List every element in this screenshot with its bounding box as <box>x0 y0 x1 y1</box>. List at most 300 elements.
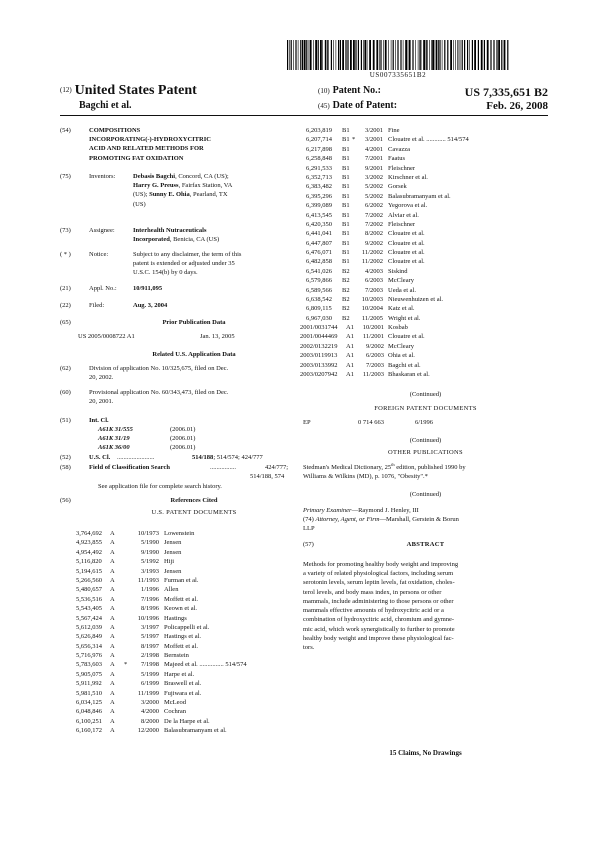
us-application-list <box>300 323 550 379</box>
assignee-name: Interhealth Nutraceuticals <box>133 227 207 234</box>
citation-number: 5,543,405 <box>76 605 102 613</box>
barcode-bar <box>364 40 366 70</box>
barcode-bar <box>460 40 461 70</box>
citation-number: 6,160,172 <box>76 727 102 735</box>
us-patent-list-left <box>76 529 306 736</box>
citation-name: Furman et al. <box>164 576 199 584</box>
citation-number: 6,258,848 <box>306 155 332 163</box>
barcode-bar <box>293 40 294 70</box>
barcode-bar <box>436 40 437 70</box>
barcode-bar <box>350 40 352 70</box>
citation-name: Alviar et al. <box>388 211 419 219</box>
citation-name: Cochran <box>164 708 187 716</box>
citation-number: 6,482,858 <box>306 258 332 266</box>
barcode-bar <box>361 40 362 70</box>
citation-kind: B1 <box>342 145 350 153</box>
citation-name: De la Harpe et al. <box>164 717 210 725</box>
int-cl-label: Int. Cl. <box>89 417 109 424</box>
barcode-bar <box>345 40 346 70</box>
citation-number: 4,923,855 <box>76 539 102 547</box>
citation-kind: B1 <box>342 211 350 219</box>
citation-number: 5,536,516 <box>76 595 102 603</box>
citation-name: Clouatre et al. <box>388 258 425 266</box>
barcode-bar <box>419 40 420 70</box>
patent-citation-row <box>76 529 306 538</box>
citation-kind: A1 <box>346 342 354 350</box>
citation-kind: A <box>110 699 115 707</box>
citation-name: Yegorova et al. <box>388 202 428 210</box>
appl-label: Appl. No.: <box>89 285 117 292</box>
barcode-bar <box>493 40 494 70</box>
citation-number: 2003/0207942 <box>300 370 338 378</box>
field-search-dots: ................ <box>210 464 236 471</box>
citation-name: Ohia et al. <box>388 352 415 360</box>
notice-value <box>133 250 303 278</box>
us-cl-dots: ....................... <box>117 454 155 461</box>
citation-name: McCleary <box>388 342 414 350</box>
title-line: COMPOSITIONS <box>89 127 141 134</box>
barcode-bar <box>464 40 465 70</box>
us-cl-rest: ; 514/574; 424/777 <box>213 454 263 461</box>
barcode-bar <box>318 40 319 70</box>
us-cl-main: 514/188 <box>192 454 214 461</box>
barcode-bar <box>435 40 436 70</box>
citation-date: 8/1997 <box>140 642 159 650</box>
citation-number: 2003/0119913 <box>300 352 338 360</box>
barcode-bar <box>348 40 349 70</box>
citation-date: 4/2003 <box>364 267 383 275</box>
other-pub-line: edition, published 1990 by <box>394 464 466 472</box>
patent-citation-row <box>76 670 306 679</box>
citation-star: * <box>124 661 128 669</box>
citation-number: 6,217,898 <box>306 145 332 153</box>
citation-name: Kirschner et al. <box>388 173 428 181</box>
citation-name: Hiji <box>164 558 175 566</box>
int-cl-code: A61K 31/555 <box>98 426 133 433</box>
barcode-bar <box>289 40 290 70</box>
citation-date: 5/2002 <box>364 183 383 191</box>
invention-title <box>89 126 289 163</box>
citation-kind: A <box>110 576 115 584</box>
citation-number: 5,194,615 <box>76 567 102 575</box>
citation-number: 6,809,115 <box>306 305 332 313</box>
barcode-bar <box>391 40 392 70</box>
citation-number: 6,413,545 <box>306 211 332 219</box>
citation-number: 5,905,075 <box>76 670 102 678</box>
barcode-bar <box>409 40 411 70</box>
patent-number-code: (10) <box>318 86 330 95</box>
citation-name: Wright et al. <box>388 314 421 322</box>
citation-number: 6,476,071 <box>306 249 332 257</box>
barcode-bar <box>346 40 347 70</box>
citation-date: 3/1993 <box>140 567 159 575</box>
citation-name: McCleary <box>388 277 414 285</box>
title-line: INCORPORATING(-)-HYDROXYCITRIC <box>89 136 211 144</box>
barcode-bar <box>405 40 407 70</box>
citation-date: 7/2003 <box>365 361 384 369</box>
int-cl-list <box>98 425 195 453</box>
patent-citation-row <box>306 173 550 182</box>
field-search-label: Field of Classification Search <box>89 464 170 471</box>
assignee-value <box>133 226 303 244</box>
citation-name: Fleischner <box>388 164 416 172</box>
citation-kind: B2 <box>342 296 350 304</box>
title-field-number: (54) <box>60 127 71 134</box>
field-search-line: 514/188, 574 <box>250 473 285 481</box>
citation-name: Siskind <box>388 267 408 275</box>
citation-kind: B1 <box>342 258 350 266</box>
citation-kind: B1 <box>342 220 350 228</box>
patent-citation-row <box>76 689 306 698</box>
patent-date: Feb. 26, 2008 <box>486 100 548 112</box>
citation-number: 6,541,026 <box>306 267 332 275</box>
citation-date: 11/2005 <box>361 314 383 322</box>
citation-date: 11/2001 <box>362 333 384 341</box>
citation-number: 6,579,866 <box>306 277 332 285</box>
us-cl-label: U.S. Cl. <box>89 454 111 461</box>
citation-number: 6,967,030 <box>306 314 332 322</box>
citation-number: 6,395,296 <box>306 192 332 200</box>
citation-name: Clouatre et al. <box>388 249 425 257</box>
patent-citation-row <box>306 248 550 257</box>
citation-number: 2002/0132219 <box>300 342 338 350</box>
attorney-name: —Marshall, Gerstein & Borun <box>379 516 459 524</box>
citation-name: Policappelli et al. <box>164 623 210 631</box>
patent-citation-row <box>306 211 550 220</box>
other-pub-sup: th <box>391 462 395 467</box>
citation-name: Ueda et al. <box>388 286 416 294</box>
patent-citation-row <box>300 361 550 370</box>
citation-date: 9/1990 <box>140 548 159 556</box>
citation-date: 8/2000 <box>140 717 159 725</box>
barcode-bar <box>300 40 301 70</box>
barcode-bar <box>457 40 458 70</box>
barcode-bar <box>336 40 337 70</box>
barcode-bar <box>469 40 470 70</box>
citation-number: 6,383,482 <box>306 183 332 191</box>
patent-citation-row <box>76 632 306 641</box>
citation-name: Jensen <box>164 548 182 556</box>
citation-kind: A <box>110 661 115 669</box>
citation-kind: A <box>110 586 115 594</box>
assignee-number: (73) <box>60 227 71 234</box>
citation-kind: B1 <box>342 155 350 163</box>
inventor-name: Debasis Bagchi <box>133 173 176 180</box>
barcode-bar <box>373 40 375 70</box>
barcode-bar <box>429 40 430 70</box>
citation-star: * <box>352 136 356 144</box>
assignee-location: , Benicia, CA (US) <box>169 236 220 244</box>
citation-date: 10/2001 <box>362 324 384 331</box>
citation-date: 5/1992 <box>140 558 159 566</box>
other-pub-line: Williams & Wilkins (MD), p. 1076, "Obesity".* <box>303 473 428 481</box>
barcode-bar <box>381 40 382 70</box>
citation-number: 6,638,542 <box>306 296 332 304</box>
abstract-line: terol levels, and body mass index, in persons or other <box>303 588 442 596</box>
other-pubs-heading: OTHER PUBLICATIONS <box>388 449 463 456</box>
citation-date: 7/2001 <box>364 155 383 163</box>
patent-citation-row <box>306 154 550 163</box>
assignee-label: Assignee: <box>89 227 115 234</box>
citation-kind: B2 <box>342 267 350 275</box>
barcode-bar <box>507 40 508 70</box>
barcode-bar <box>498 40 500 70</box>
patent-date-code: (45) <box>318 101 330 110</box>
citation-number: 2001/0044469 <box>300 333 338 341</box>
citation-date: 3/2002 <box>364 173 383 181</box>
citation-date: 6/2002 <box>364 202 383 210</box>
inventor-location: , Pearland, TX <box>189 191 228 199</box>
provisional-line: 20, 2001. <box>89 398 114 406</box>
patent-citation-row <box>306 267 550 276</box>
citation-name: Clouatre et al. ............ 514/574 <box>388 136 469 144</box>
citation-date: 5/2002 <box>364 192 383 200</box>
title-line: PROMOTING FAT OXIDATION <box>89 154 184 162</box>
int-cl-number: (51) <box>60 417 71 424</box>
barcode-bar <box>353 40 355 70</box>
citation-date: 4/2000 <box>140 708 159 716</box>
citation-date: 10/1973 <box>137 530 159 537</box>
citation-kind: A1 <box>346 370 354 378</box>
barcode-bar <box>322 40 323 70</box>
barcode-bar <box>478 40 479 70</box>
patent-citation-row <box>306 126 550 135</box>
assignee-name: Incorporated <box>133 236 170 244</box>
barcode-bar <box>287 40 288 70</box>
patent-citation-row <box>306 295 550 304</box>
references-heading: References Cited <box>170 497 218 504</box>
patent-citation-row <box>76 726 306 735</box>
citation-date: 3/1997 <box>140 623 159 631</box>
citation-name: Harpe et al. <box>164 670 195 678</box>
barcode-bar <box>315 40 317 70</box>
barcode-bar <box>310 40 312 70</box>
barcode-bar <box>415 40 416 70</box>
inventor-location: (US) <box>133 200 146 208</box>
citation-kind: B1 <box>342 230 350 238</box>
barcode-bar <box>355 40 356 70</box>
citation-date: 11/2003 <box>362 370 384 378</box>
barcode-bar <box>439 40 440 70</box>
patent-citation-row <box>76 660 306 669</box>
citation-date: 9/2002 <box>365 342 384 350</box>
barcode-bar <box>358 40 359 70</box>
barcode-bar <box>331 40 332 70</box>
citation-kind: B1 <box>342 183 350 191</box>
barcode-bar <box>383 40 384 70</box>
citation-name: Moffett et al. <box>164 642 198 650</box>
citation-kind: A <box>110 558 115 566</box>
abstract-number: (57) <box>303 541 314 548</box>
citation-kind: A <box>110 717 115 725</box>
left-column <box>60 126 305 826</box>
citation-name: Jensen <box>164 567 182 575</box>
citation-kind: A <box>110 680 115 688</box>
attorney-code: (74) <box>303 516 314 524</box>
barcode-bar <box>444 40 445 70</box>
citation-date: 10/2003 <box>361 296 383 304</box>
citation-name: Fine <box>388 127 400 134</box>
citation-date: 6/2003 <box>365 352 384 360</box>
barcode-bar <box>306 40 307 70</box>
foreign-date: 6/1996 <box>415 419 434 426</box>
continued-label: (Continued) <box>409 391 442 398</box>
citation-name: Clouatre et al. <box>388 239 425 247</box>
citation-number: 5,612,039 <box>76 623 102 631</box>
citation-date: 5/1997 <box>140 633 159 641</box>
barcode-bar <box>379 40 380 70</box>
barcode <box>287 40 509 70</box>
field-search-number: (58) <box>60 464 71 471</box>
citation-date: 7/1998 <box>140 661 159 669</box>
barcode-bar <box>453 40 454 70</box>
barcode-bar <box>420 40 421 70</box>
citation-kind: A <box>110 530 115 537</box>
barcode-bar <box>496 40 497 70</box>
citation-date: 8/2002 <box>364 230 383 238</box>
examiner-label: Primary Examiner <box>303 507 352 514</box>
barcode-bar <box>438 40 439 70</box>
references-number: (56) <box>60 497 71 504</box>
barcode-bar <box>397 40 398 70</box>
citation-kind: B1 <box>342 164 350 172</box>
barcode-bar <box>459 40 460 70</box>
citation-name: Clouatre et al. <box>388 230 425 238</box>
filed-label: Filed: <box>89 302 105 309</box>
int-cl-year: (2006.01) <box>170 426 196 433</box>
citation-kind: A <box>110 614 115 622</box>
barcode-bar <box>313 40 314 70</box>
citation-kind: A <box>110 642 115 650</box>
citation-kind: A <box>110 689 115 697</box>
continued-label: (Continued) <box>409 491 442 498</box>
barcode-bar <box>395 40 396 70</box>
other-pubs-text <box>303 462 548 482</box>
abstract-line: a variety of related physiological factors, including serum <box>303 570 454 578</box>
citation-date: 7/2002 <box>364 211 383 219</box>
citation-kind: B1 <box>342 239 350 247</box>
citation-number: 6,399,089 <box>306 202 332 210</box>
citation-date: 7/1996 <box>140 595 159 603</box>
patent-citation-row <box>306 239 550 248</box>
appl-value: 10/911,095 <box>133 285 163 292</box>
citation-name: Kosbab <box>388 324 408 331</box>
patent-citation-row <box>306 286 550 295</box>
barcode-bar <box>490 40 491 70</box>
barcode-bar <box>462 40 463 70</box>
barcode-bar <box>501 40 502 70</box>
citation-kind: A <box>110 548 115 556</box>
patent-citation-row <box>76 707 306 716</box>
citation-name: Katz et al. <box>388 305 415 313</box>
citation-number: 6,203,819 <box>306 127 332 134</box>
citation-kind: A <box>110 727 115 735</box>
citation-name: Braswell et al. <box>164 680 202 688</box>
citation-kind: B1 <box>342 249 350 257</box>
citation-date: 8/1996 <box>140 605 159 613</box>
citation-kind: B1 <box>342 136 350 144</box>
barcode-bar <box>309 40 310 70</box>
prior-pub-doc: US 2005/0008722 A1 <box>78 333 135 340</box>
patent-citation-row <box>76 698 306 707</box>
citation-kind: A <box>110 652 115 660</box>
citation-name: Lowenstein <box>164 530 195 537</box>
examiner-block <box>303 506 548 534</box>
patent-citation-row <box>306 257 550 266</box>
citation-kind: B1 <box>342 173 350 181</box>
patent-citation-row <box>76 651 306 660</box>
patent-citation-row <box>76 595 306 604</box>
patent-citation-row <box>306 229 550 238</box>
abstract-line: mammals effective amounts of hydroxycitric acid or a <box>303 607 444 615</box>
notice-line: patent is extended or adjusted under 35 <box>133 260 235 268</box>
foreign-patent-row <box>303 418 548 427</box>
title-line: ACID AND RELATED METHODS FOR <box>89 145 204 153</box>
citation-number: 6,291,533 <box>306 164 332 172</box>
citation-kind: A1 <box>346 361 354 369</box>
citation-name: Gorsek <box>388 183 407 191</box>
barcode-bar <box>432 40 434 70</box>
citation-date: 7/2002 <box>364 220 383 228</box>
citation-number: 2003/0133992 <box>300 361 338 369</box>
barcode-bar <box>298 40 299 70</box>
barcode-bar <box>338 40 339 70</box>
int-cl-code: A61K 36/00 <box>98 444 130 452</box>
barcode-bar <box>376 40 378 70</box>
citation-kind: A <box>110 539 115 547</box>
inventor-location: , Concord, CA (US); <box>175 173 229 180</box>
barcode-bar <box>427 40 428 70</box>
barcode-bar <box>367 40 368 70</box>
notice-line: Subject to any disclaimer, the term of this <box>133 251 242 258</box>
citation-kind: B2 <box>342 314 350 322</box>
abstract-line: mammals, include administering to those persons or other <box>303 597 454 605</box>
barcode-bar <box>403 40 404 70</box>
citation-number: 5,266,560 <box>76 576 102 584</box>
barcode-bar <box>481 40 483 70</box>
provisional-number: (60) <box>60 389 71 396</box>
citation-date: 10/1996 <box>137 614 159 622</box>
patent-citation-row <box>300 332 550 341</box>
barcode-bar <box>393 40 394 70</box>
patent-citation-row <box>306 182 550 191</box>
barcode-bar <box>423 40 425 70</box>
citation-name: Hastings <box>164 614 187 622</box>
citation-name: Majeed et al. ............... 514/574 <box>164 661 247 669</box>
patent-citation-row <box>306 135 550 144</box>
citation-number: 6,352,713 <box>306 173 332 181</box>
patent-citation-row <box>76 538 306 547</box>
barcode-bar <box>340 40 341 70</box>
citation-number: 6,048,846 <box>76 708 102 716</box>
doc-title: United States Patent <box>74 83 197 98</box>
patent-citation-row <box>76 604 306 613</box>
citation-number: 5,567,424 <box>76 614 102 622</box>
patent-number: US 7,335,651 B2 <box>464 85 548 99</box>
citation-number: 6,034,125 <box>76 699 102 707</box>
citation-name: Bagchi et al. <box>388 361 421 369</box>
foreign-number: 0 714 663 <box>358 419 384 426</box>
patent-citation-row <box>76 642 306 651</box>
patent-citation-row <box>76 679 306 688</box>
citation-date: 6/2003 <box>364 277 383 285</box>
barcode-bar <box>363 40 364 70</box>
notice-number: ( * ) <box>60 251 71 258</box>
citation-kind: B2 <box>342 277 350 285</box>
us-cl-number: (52) <box>60 454 71 461</box>
attorney-label: Attorney, Agent, or Firm <box>315 516 380 524</box>
citation-kind: B1 <box>342 192 350 200</box>
